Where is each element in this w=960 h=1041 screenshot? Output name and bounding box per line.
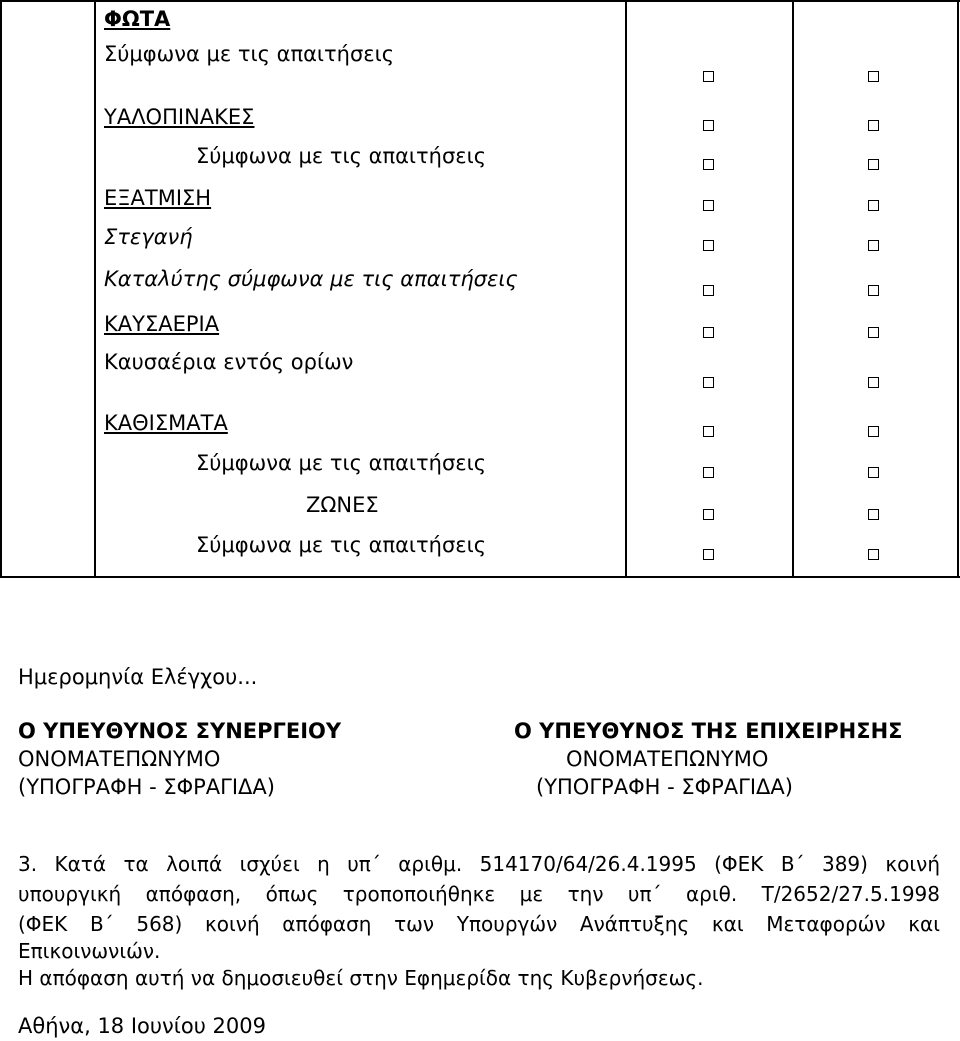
checkbox-no[interactable] bbox=[868, 467, 879, 478]
signature-right-sign: (ΥΠΟΓΡΑΦΗ - ΣΦΡΑΓΙΔΑ) bbox=[536, 775, 793, 799]
checkbox-no[interactable] bbox=[868, 200, 879, 211]
row-label-glass: ΥΑΛΟΠΙΝΑΚΕΣ bbox=[104, 105, 255, 129]
article-line: Η απόφαση αυτή να δημοσιευθεί στην Εφημερίδα της Κυβερνήσεως. bbox=[18, 966, 704, 990]
checkbox-no[interactable] bbox=[868, 509, 879, 520]
row-label-glass-ok: Σύμφωνα με τις απαιτήσεις bbox=[196, 144, 487, 168]
row-label-exhaust: ΕΞΑΤΜΙΣΗ bbox=[104, 186, 212, 210]
checkbox-yes[interactable] bbox=[703, 377, 714, 388]
signature-left-title: Ο ΥΠΕΥΘΥΝΟΣ ΣΥΝΕΡΓΕΙΟΥ bbox=[18, 719, 342, 743]
article-line: υπουργική απόφαση, όπως τροποποιήθηκε με την υπ΄ αριθ. Τ/2652/27.5.1998 bbox=[18, 882, 940, 906]
table-divider-1 bbox=[94, 0, 96, 578]
row-label-exhaust-sealed: Στεγανή bbox=[104, 225, 193, 249]
checkbox-no[interactable] bbox=[868, 549, 879, 560]
row-label-emissions-ok: Καυσαέρια εντός ορίων bbox=[104, 350, 354, 374]
checkbox-no[interactable] bbox=[868, 285, 879, 296]
checkbox-yes[interactable] bbox=[703, 509, 714, 520]
signature-left-name: ΟΝΟΜΑΤΕΠΩΝΥΜΟ bbox=[18, 747, 221, 771]
inspection-date: Ημερομηνία Ελέγχου... bbox=[18, 665, 258, 689]
checkbox-yes[interactable] bbox=[703, 426, 714, 437]
checkbox-no[interactable] bbox=[868, 120, 879, 131]
row-label-catalyst: Καταλύτης σύμφωνα με τις απαιτήσεις bbox=[104, 267, 518, 291]
article-line: 3. Κατά τα λοιπά ισχύει η υπ΄ αριθμ. 514170/64/26.4.1995 (ΦΕΚ Β΄ 389) κοινή bbox=[18, 852, 940, 876]
table-border-left bbox=[0, 0, 2, 578]
checkbox-yes[interactable] bbox=[703, 120, 714, 131]
checkbox-yes[interactable] bbox=[703, 200, 714, 211]
article-line: Επικοινωνιών. bbox=[18, 939, 161, 963]
table-border-right bbox=[957, 0, 959, 578]
article-line: (ΦΕΚ Β΄ 568) κοινή απόφαση των Υπουργών Ανάπτυξης και Μεταφορών και bbox=[18, 912, 940, 936]
checkbox-yes[interactable] bbox=[703, 71, 714, 82]
row-label-lights: ΦΩΤΑ bbox=[104, 7, 171, 31]
table-border-bottom bbox=[0, 576, 960, 578]
checkbox-no[interactable] bbox=[868, 159, 879, 170]
checkbox-no[interactable] bbox=[868, 377, 879, 388]
row-label-belts: ΖΩΝΕΣ bbox=[306, 493, 379, 517]
row-label-lights-ok: Σύμφωνα με τις απαιτήσεις bbox=[104, 42, 395, 66]
row-label-seats: ΚΑΘΙΣΜΑΤΑ bbox=[104, 411, 228, 435]
article-text bbox=[18, 849, 940, 993]
checkbox-yes[interactable] bbox=[703, 240, 714, 251]
row-label-emissions: ΚΑΥΣΑΕΡΙΑ bbox=[104, 312, 220, 336]
table-divider-2 bbox=[625, 0, 627, 578]
checkbox-yes[interactable] bbox=[703, 285, 714, 296]
checkbox-no[interactable] bbox=[868, 426, 879, 437]
row-label-seats-ok: Σύμφωνα με τις απαιτήσεις bbox=[196, 451, 487, 475]
checkbox-yes[interactable] bbox=[703, 549, 714, 560]
place-date: Αθήνα, 18 Ιουνίου 2009 bbox=[18, 1014, 266, 1038]
checkbox-no[interactable] bbox=[868, 240, 879, 251]
signature-left-sign: (ΥΠΟΓΡΑΦΗ - ΣΦΡΑΓΙΔΑ) bbox=[18, 775, 275, 799]
signature-right-title: Ο ΥΠΕΥΘΥΝΟΣ ΤΗΣ ΕΠΙΧΕΙΡΗΣΗΣ bbox=[514, 719, 903, 743]
checkbox-yes[interactable] bbox=[703, 467, 714, 478]
checkbox-no[interactable] bbox=[868, 71, 879, 82]
checkbox-yes[interactable] bbox=[703, 327, 714, 338]
row-label-belts-ok: Σύμφωνα με τις απαιτήσεις bbox=[196, 533, 487, 557]
signature-right-name: ΟΝΟΜΑΤΕΠΩΝΥΜΟ bbox=[566, 747, 769, 771]
checkbox-yes[interactable] bbox=[703, 159, 714, 170]
table-divider-3 bbox=[792, 0, 794, 578]
table-border-top bbox=[0, 0, 960, 2]
checkbox-no[interactable] bbox=[868, 327, 879, 338]
